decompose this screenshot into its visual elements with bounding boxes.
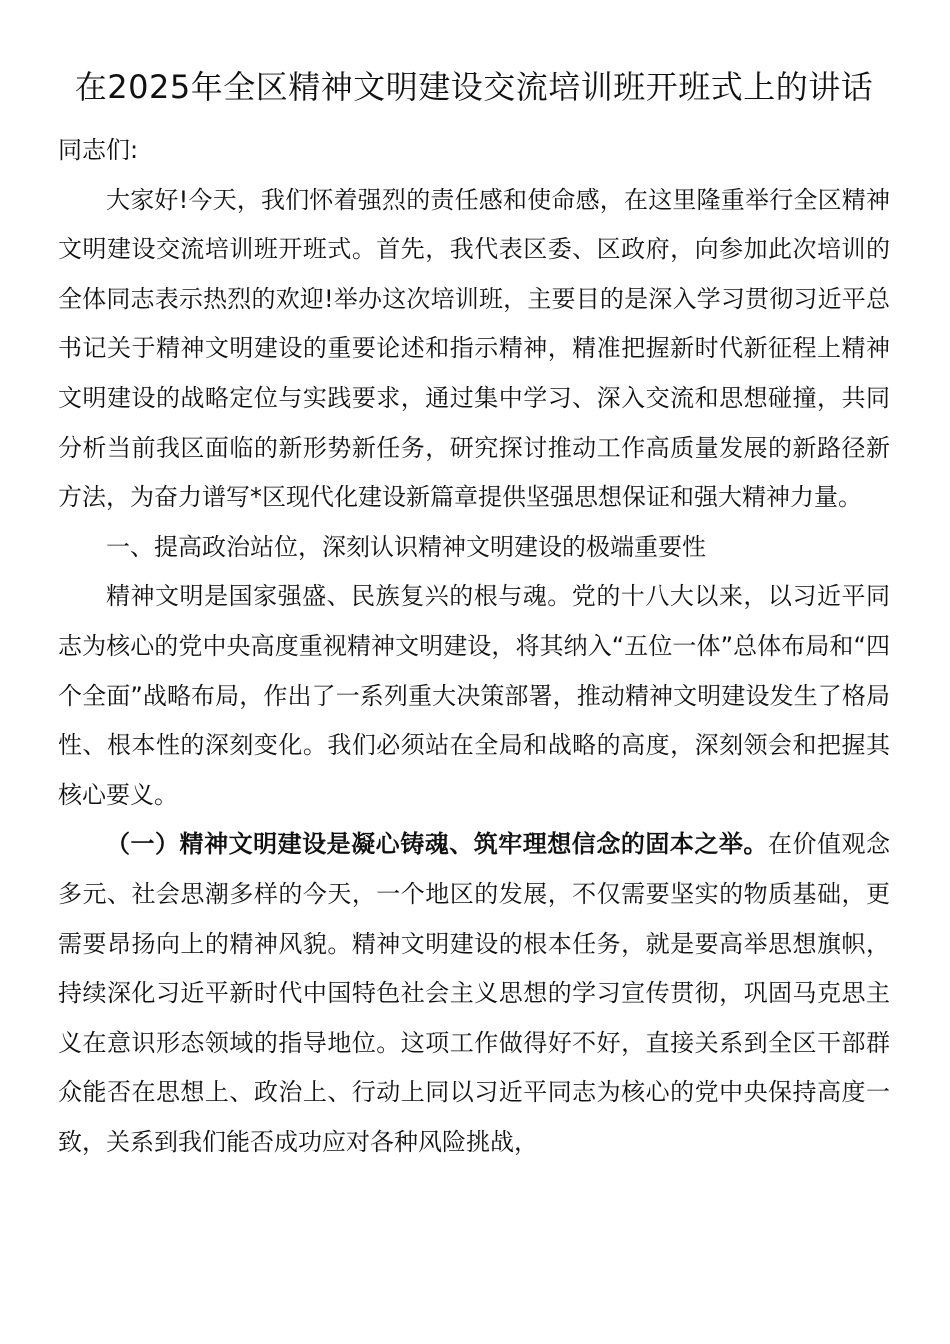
subsection-heading: （一）精神文明建设是凝心铸魂、筑牢理想信念的固本之举。 xyxy=(106,830,768,859)
section-heading: 一、提高政治站位，深刻认识精神文明建设的极端重要性 xyxy=(106,532,706,561)
subsection-body: 在价值观念多元、社会思潮多样的今天，一个地区的发展，不仅需要坚实的物质基础，更需要昂扬向上的精神风貌。精神文明建设的根本任务，就是要高举思想旗帜，持续深化习近平新时代中国特色社会主义思想的学习宣传贯彻，巩固马克思主义在意识形态领域的指导地位。这项工作做得好不好，直接关系到全区干部群众能否在思想上、政治上、行动上同以习近平同志为核心的党中央保持高度一致，关系到我们能否成功应对各种风险挑战， xyxy=(58,830,891,1156)
document-title: 在2025年全区精神文明建设交流培训班开班式上的讲话 xyxy=(74,68,874,106)
intro-paragraph: 大家好!今天，我们怀着强烈的责任感和使命感，在这里隆重举行全区精神文明建设交流培训班开班式。首先，我代表区委、区政府，向参加此次培训的全体同志表示热烈的欢迎!举办这次培训班，主要目的是深入学习贯彻习近平总书记关于精神文明建设的重要论述和指示精神，精准把握新时代新征程上精神文明建设的战略定位与实践要求，通过集中学习、深入交流和思想碰撞，共同分析当前我区面临的新形势新任务，研究探讨推动工作高质量发展的新路径新方法，为奋力谱写*区现代化建设新篇章提供坚强思想保证和强大精神力量。 xyxy=(58,185,890,512)
subsection-paragraph xyxy=(58,820,890,1167)
section-paragraph: 精神文明是国家强盛、民族复兴的根与魂。党的十八大以来，以习近平同志为核心的党中央高度重视精神文明建设，将其纳入“五位一体”总体布局和“四个全面”战略布局，作出了一系列重大决策部署，推动精神文明建设发生了格局性、根本性的深刻变化。我们必须站在全局和战略的高度，深刻领会和把握其核心要义。 xyxy=(58,582,890,809)
salutation: 同志们: xyxy=(58,136,139,164)
document-page xyxy=(58,62,890,1167)
